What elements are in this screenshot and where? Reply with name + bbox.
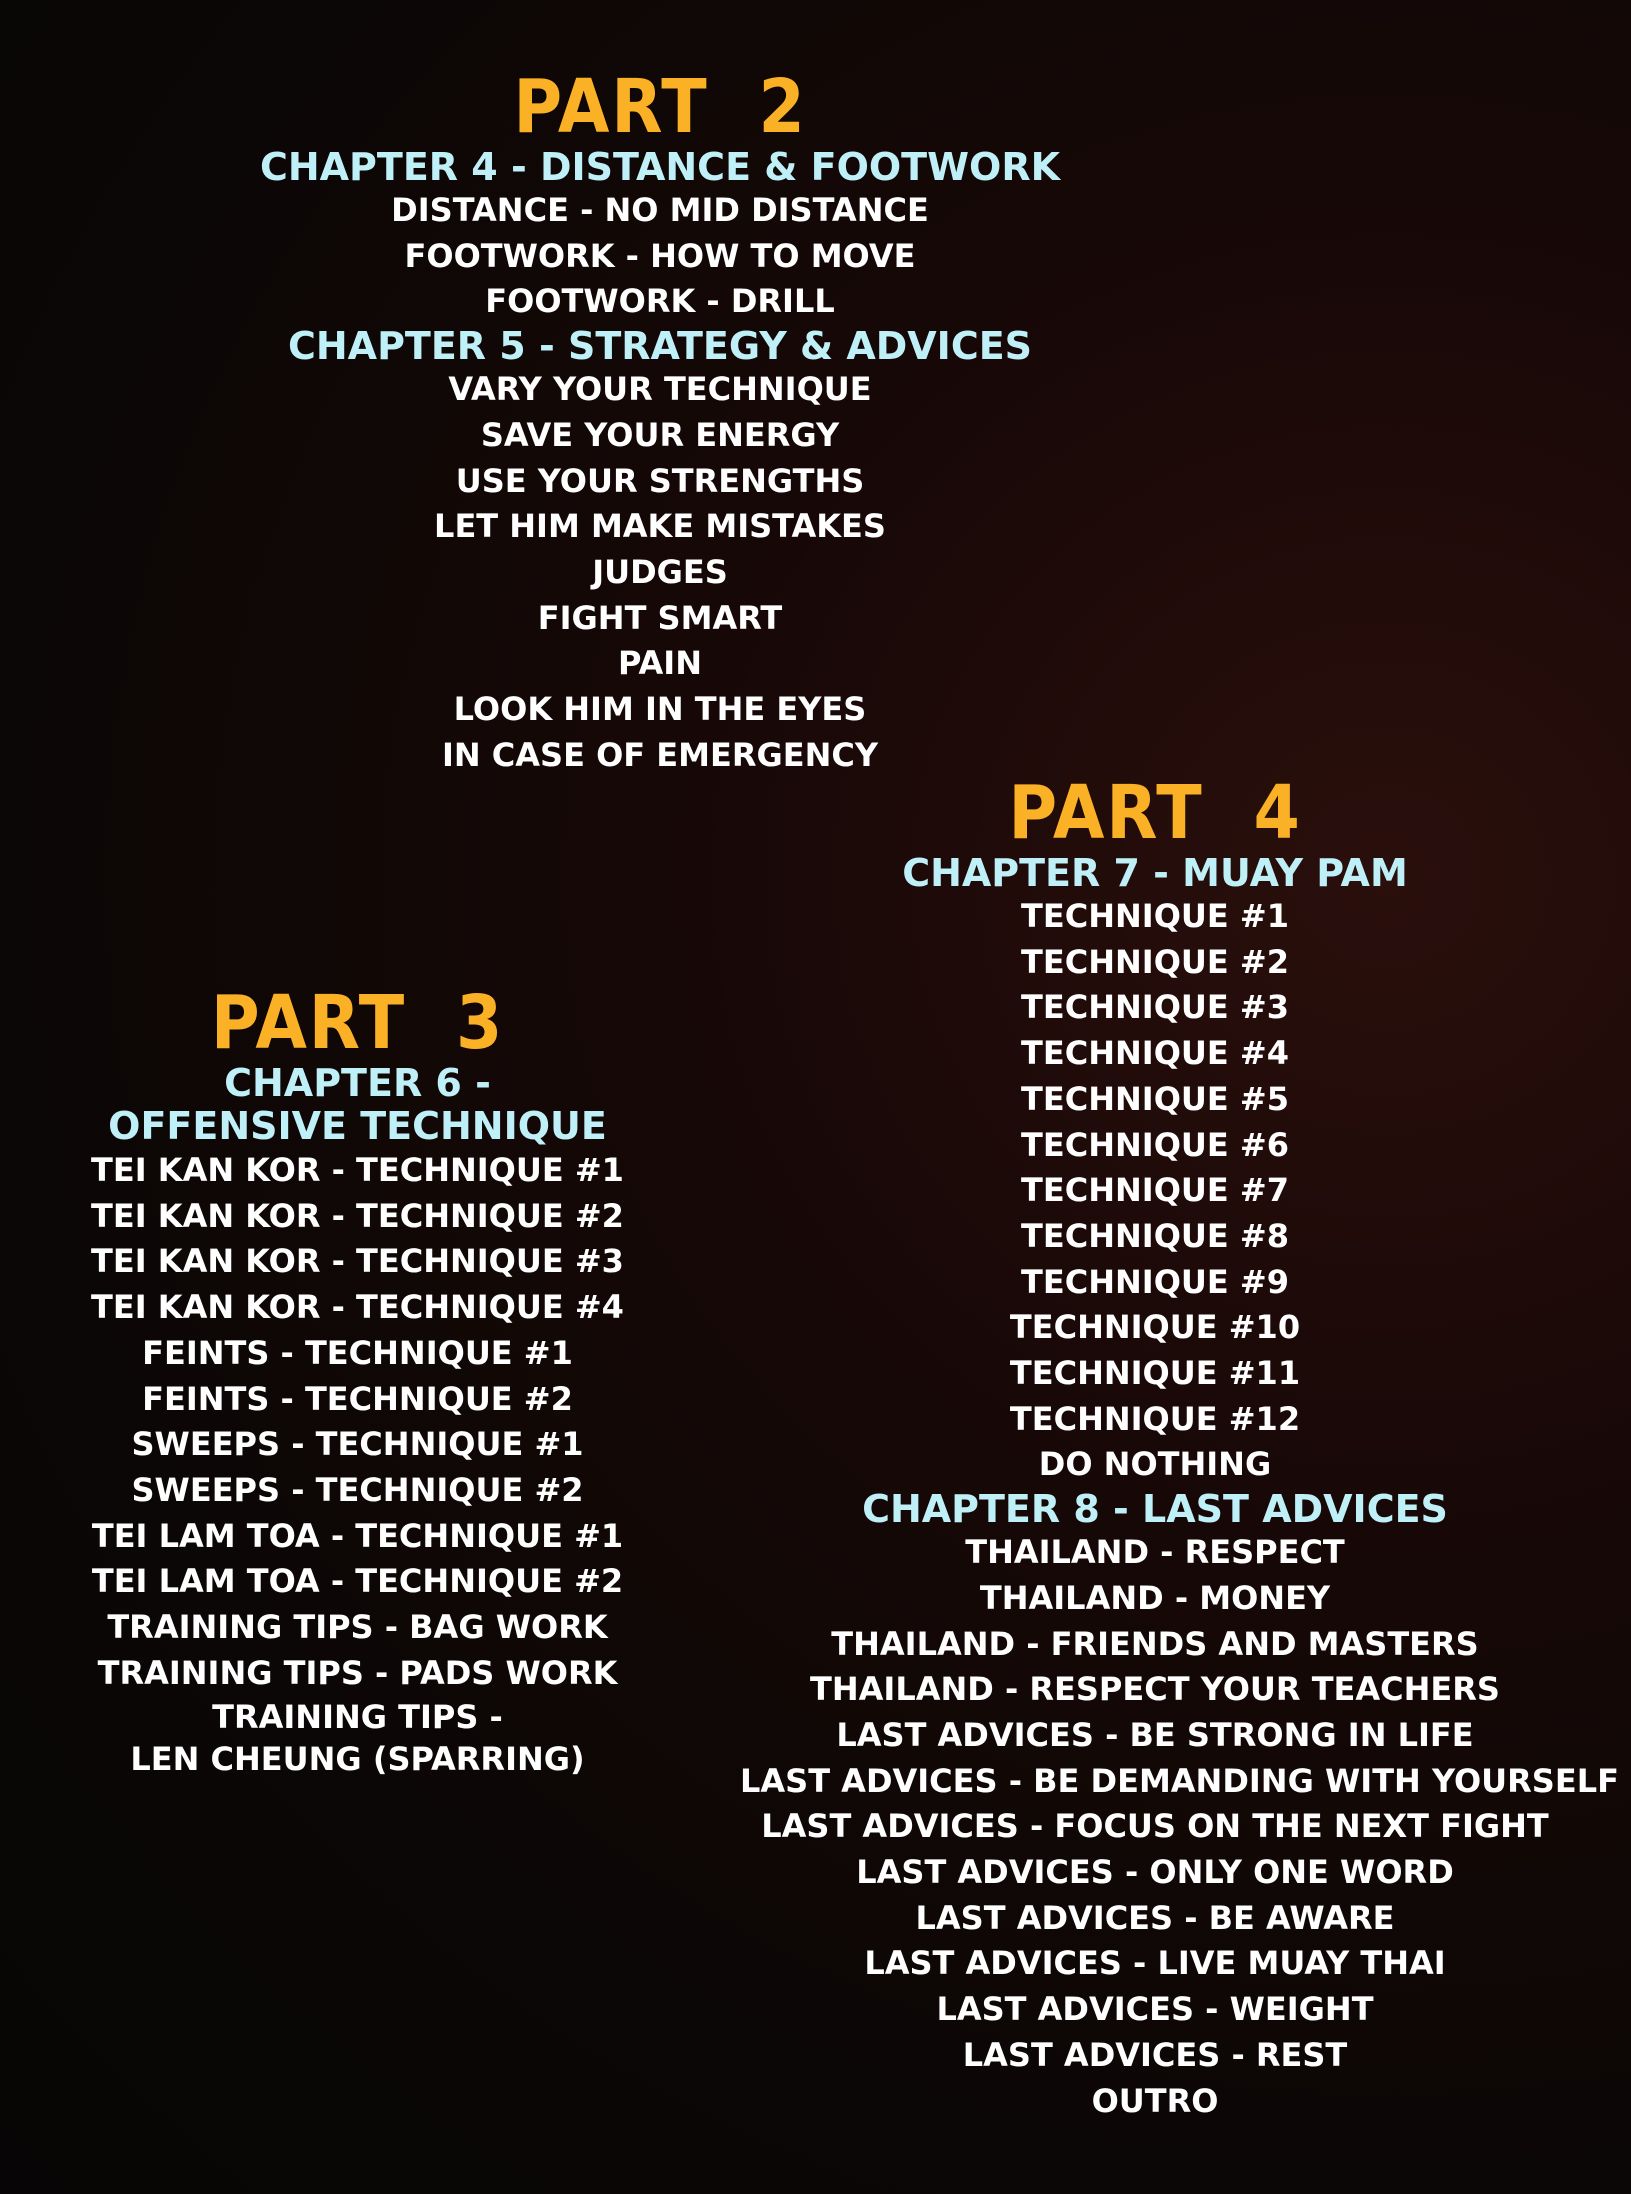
list-item: LAST ADVICES - REST bbox=[962, 2035, 1348, 2074]
list-item: SWEEPS - TECHNIQUE #2 bbox=[131, 1470, 584, 1509]
chapter-5-list bbox=[220, 367, 1100, 778]
list-item: TECHNIQUE #4 bbox=[1021, 1034, 1289, 1073]
list-item: SAVE YOUR ENERGY bbox=[480, 415, 840, 454]
list-item: PAIN bbox=[618, 644, 702, 683]
list-item: TEI KAN KOR - TECHNIQUE #3 bbox=[91, 1242, 624, 1281]
list-item: LET HIM MAKE MISTAKES bbox=[434, 507, 886, 546]
list-item: FOOTWORK - HOW TO MOVE bbox=[404, 236, 916, 275]
list-item: VARY YOUR TECHNIQUE bbox=[448, 370, 872, 409]
list-item: LAST ADVICES - BE AWARE bbox=[915, 1898, 1395, 1937]
list-item: TECHNIQUE #6 bbox=[1021, 1125, 1289, 1164]
list-item: TECHNIQUE #10 bbox=[1009, 1308, 1301, 1347]
list-item: FEINTS - TECHNIQUE #1 bbox=[142, 1333, 573, 1372]
chapter-8-list bbox=[740, 1530, 1619, 2124]
chapter-5-title: CHAPTER 5 - STRATEGY & ADVICES bbox=[287, 324, 1033, 369]
list-item: TRAINING TIPS - PADS WORK bbox=[97, 1653, 618, 1692]
list-item: TECHNIQUE #5 bbox=[1021, 1079, 1289, 1118]
list-item: TEI LAM TOA - TECHNIQUE #2 bbox=[91, 1562, 624, 1601]
list-item: USE YOUR STRENGTHS bbox=[455, 461, 865, 500]
list-item: TECHNIQUE #9 bbox=[1021, 1262, 1289, 1301]
list-item: FEINTS - TECHNIQUE #2 bbox=[142, 1379, 573, 1418]
list-item: LEN CHEUNG (SPARRING) bbox=[130, 1740, 585, 1779]
list-item: OUTRO bbox=[1091, 2081, 1219, 2120]
list-item: TECHNIQUE #8 bbox=[1021, 1216, 1289, 1255]
list-item: LAST ADVICES - LIVE MUAY THAI bbox=[864, 1944, 1446, 1983]
chapter-7-title: CHAPTER 7 - MUAY PAM bbox=[902, 851, 1408, 895]
chapter-4-title: CHAPTER 4 - DISTANCE & FOOTWORK bbox=[259, 145, 1061, 189]
list-item: LAST ADVICES - BE STRONG IN LIFE bbox=[836, 1715, 1474, 1754]
list-item: TEI KAN KOR - TECHNIQUE #1 bbox=[91, 1151, 624, 1189]
chapter-6-title-line-2: OFFENSIVE TECHNIQUE bbox=[108, 1104, 607, 1148]
chapter-4-list bbox=[220, 188, 1100, 325]
list-item: LAST ADVICES - FOCUS ON THE NEXT FIGHT bbox=[761, 1807, 1549, 1846]
list-item: TECHNIQUE #7 bbox=[1021, 1171, 1289, 1210]
list-item: DISTANCE - NO MID DISTANCE bbox=[391, 191, 929, 229]
part-4-section bbox=[740, 770, 1619, 2124]
list-item: TECHNIQUE #12 bbox=[1009, 1399, 1301, 1438]
list-item: TEI LAM TOA - TECHNIQUE #1 bbox=[91, 1516, 624, 1555]
list-item: IN CASE OF EMERGENCY bbox=[441, 735, 879, 774]
part-2-section bbox=[220, 64, 1100, 778]
list-item: THAILAND - RESPECT bbox=[965, 1533, 1345, 1572]
part-3-section bbox=[60, 980, 655, 1780]
list-item: LAST ADVICES - BE DEMANDING WITH YOURSELF bbox=[740, 1761, 1619, 1800]
list-item: THAILAND - FRIENDS AND MASTERS bbox=[831, 1624, 1479, 1663]
list-item: TECHNIQUE #1 bbox=[1021, 897, 1289, 935]
list-item: THAILAND - RESPECT YOUR TEACHERS bbox=[810, 1670, 1500, 1709]
list-item: FOOTWORK - DRILL bbox=[485, 282, 835, 321]
list-item: TRAINING TIPS - BAG WORK bbox=[107, 1608, 608, 1647]
list-item: FIGHT SMART bbox=[537, 598, 783, 637]
list-item: THAILAND - MONEY bbox=[979, 1578, 1331, 1617]
list-item: SWEEPS - TECHNIQUE #1 bbox=[131, 1425, 584, 1464]
list-item: TECHNIQUE #3 bbox=[1021, 988, 1289, 1027]
list-item: JUDGES bbox=[592, 552, 728, 591]
part-2-title: PART 2 bbox=[513, 64, 807, 150]
list-item: TEI KAN KOR - TECHNIQUE #4 bbox=[91, 1288, 624, 1327]
part-3-title: PART 3 bbox=[210, 980, 505, 1066]
chapter-6-title-line-1: CHAPTER 6 - bbox=[224, 1061, 491, 1105]
part-4-title: PART 4 bbox=[1008, 770, 1302, 856]
chapter-6-list bbox=[60, 1148, 655, 1780]
list-item: TEI KAN KOR - TECHNIQUE #2 bbox=[91, 1196, 624, 1235]
list-item: TECHNIQUE #2 bbox=[1021, 942, 1289, 981]
list-item: LOOK HIM IN THE EYES bbox=[453, 690, 867, 729]
list-item: TECHNIQUE #11 bbox=[1009, 1354, 1301, 1393]
chapter-8-title: CHAPTER 8 - LAST ADVICES bbox=[862, 1487, 1448, 1532]
list-item: TRAINING TIPS - bbox=[212, 1698, 503, 1737]
list-item: LAST ADVICES - ONLY ONE WORD bbox=[856, 1853, 1454, 1892]
chapter-7-list bbox=[740, 894, 1570, 1488]
list-item: LAST ADVICES - WEIGHT bbox=[936, 1990, 1374, 2029]
list-item: DO NOTHING bbox=[1038, 1445, 1272, 1484]
